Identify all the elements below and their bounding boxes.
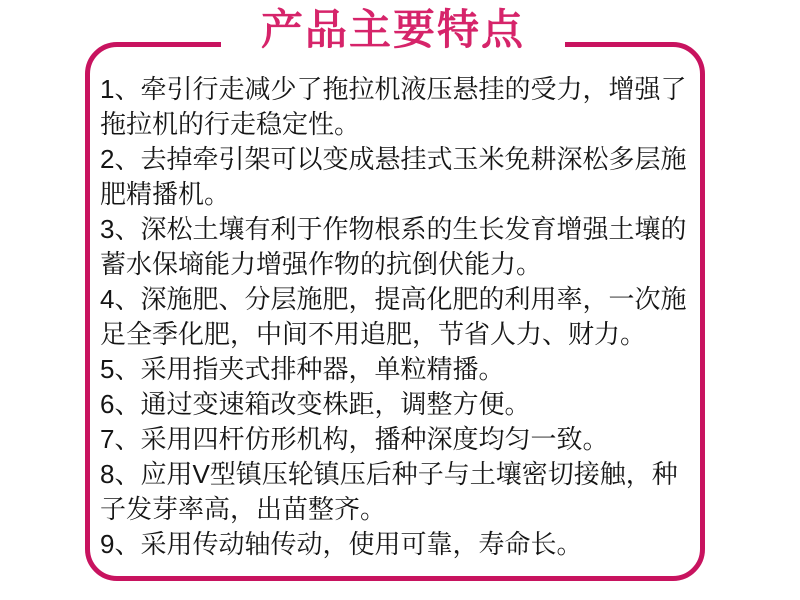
feature-item: 8、应用V型镇压轮镇压后种子与土壤密切接触，种子发芽率高，出苗整齐。 [100, 459, 678, 524]
feature-item: 5、采用指夹式排种器，单粒精播。 [100, 354, 505, 384]
feature-item: 6、通过变速箱改变株距，调整方便。 [100, 389, 531, 419]
feature-item: 4、深施肥、分层施肥，提高化肥的利用率，一次施足全季化肥，中间不用追肥，节省人力、财力。 [100, 284, 687, 349]
feature-item: 7、采用四杆仿形机构，播种深度均匀一致。 [100, 424, 609, 454]
feature-list [100, 72, 692, 562]
page-title: 产品主要特点 [221, 4, 565, 58]
feature-item: 2、去掉牵引架可以变成悬挂式玉米免耕深松多层施肥精播机。 [100, 144, 687, 209]
feature-item: 1、牵引行走减少了拖拉机液压悬挂的受力，增强了拖拉机的行走稳定性。 [100, 74, 687, 139]
feature-item: 9、采用传动轴传动，使用可靠，寿命长。 [100, 529, 583, 559]
feature-item: 3、深松土壤有利于作物根系的生长发育增强土壤的蓄水保墒能力增强作物的抗倒伏能力。 [100, 214, 687, 279]
